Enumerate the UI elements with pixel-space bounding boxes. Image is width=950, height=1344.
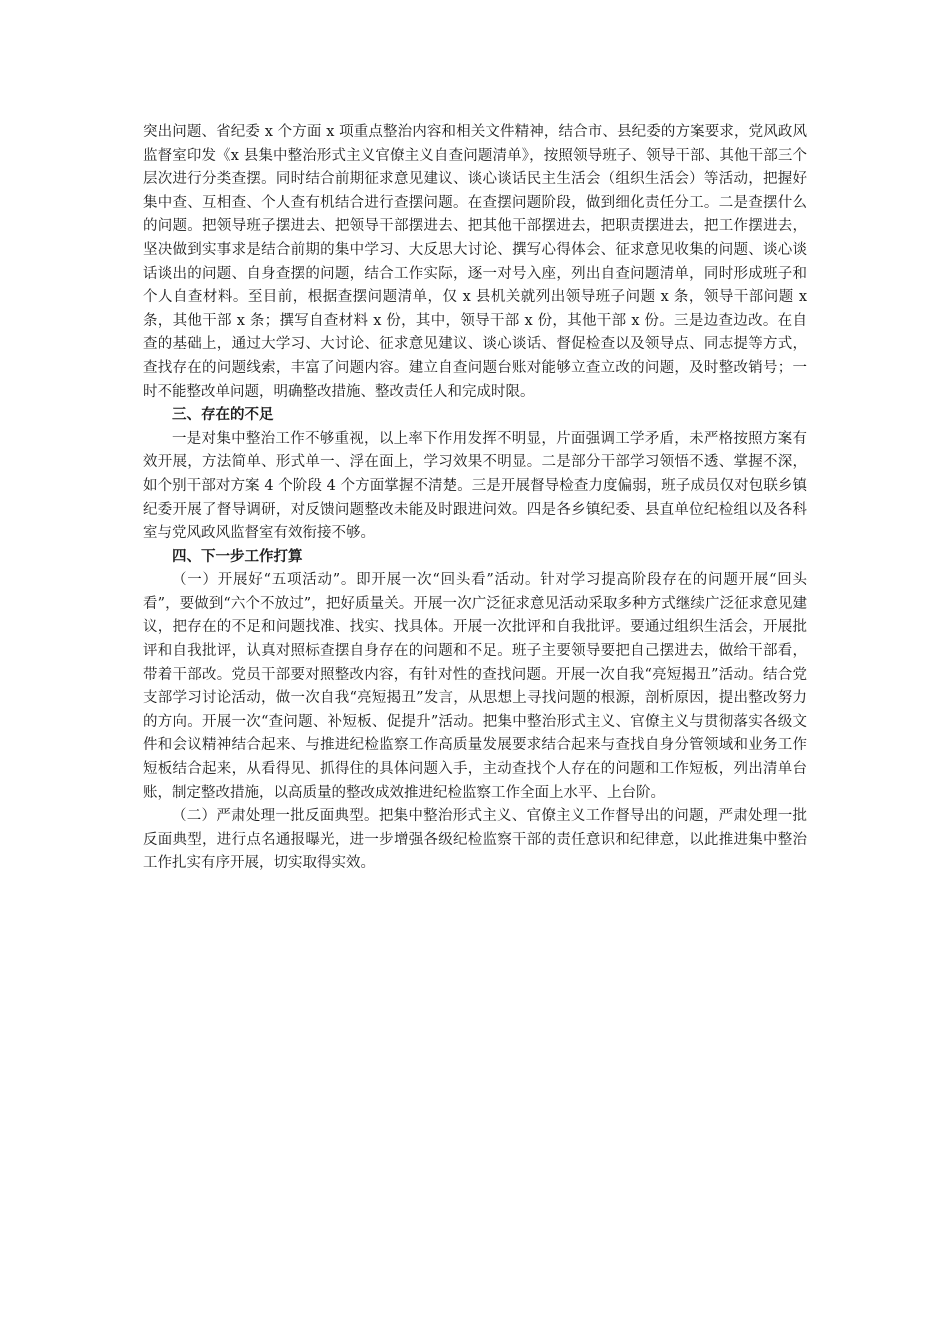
- document-page: [143, 121, 807, 876]
- paragraph-five-activities: （一）开展好“五项活动”。即开展一次“回头看”活动。针对学习提高阶段存在的问题开展“回头看”，要做到“六个不放过”，把好质量关。开展一次广泛征求意见活动采取多种方式继续广泛征求意见建议，把存在的不足和问题找准、找实、找具体。开展一次批评和自我批评。要通过组织生活会，开展批评和自我批评，认真对照标查摆自身存在的问题和不足。班子主要领导要把自己摆进去，做给干部看，带着干部改。党员干部要对照整改内容，有针对性的查找问题。开展一次自我“亮短揭丑”活动。结合党支部学习讨论活动，做一次自我“亮短揭丑”发言，从思想上寻找问题的根源，剖析原因，提出整改努力的方向。开展一次“查问题、补短板、促提升”活动。把集中整治形式主义、官僚主义与贯彻落实各级文件和会议精神结合起来、与推进纪检监察工作高质量发展要求结合起来与查找自身分管领域和业务工作短板结合起来，从看得见、抓得住的具体问题入手，主动查找个人存在的问题和工作短板，列出清单台账，制定整改措施，以高质量的整改成效推进纪检监察工作全面上水平、上台阶。: [143, 572, 807, 801]
- paragraph-typical-cases: （二）严肃处理一批反面典型。把集中整治形式主义、官僚主义工作督导出的问题，严肃处理一批反面典型，进行点名通报曝光，进一步增强各级纪检监察干部的责任意识和纪律意，以此推进集中整治工作扎实有序开展，切实取得实效。: [143, 808, 807, 872]
- paragraph-shortcomings: 一是对集中整治工作不够重视，以上率下作用发挥不明显，片面强调工学矛盾，未严格按照方案有效开展，方法简单、形式单一、浮在面上，学习效果不明显。二是部分干部学习领悟不透、掌握不深，如个别干部对方案 4 个阶段 4 个方面掌握不清楚。三是开展督导检查力度偏弱，班子成员仅对包联乡镇纪委开展了督导调研，对反馈问题整改未能及时跟进问效。四是各乡镇纪委、县直单位纪检组以及各科室与党风政风监督室有效衔接不够。: [143, 430, 807, 542]
- section-heading-next-steps: 四、下一步工作打算: [172, 548, 303, 565]
- section-heading-shortcomings: 三、存在的不足: [172, 407, 274, 424]
- paragraph-self-check: 突出问题、省纪委 x 个方面 x 项重点整治内容和相关文件精神，结合市、县纪委的方案要求，党风政风监督室印发《x 县集中整治形式主义官僚主义自查问题清单》，按照领导班子、领导干部、其他干部三个层次进行分类查摆。同时结合前期征求意见建议、谈心谈话民主生活会（组织生活会）等活动，把握好集中查、互相查、个人查有机结合进行查摆问题。在查摆问题阶段，做到细化责任分工。二是查摆什么的问题。把领导班子摆进去、把领导干部摆进去、把其他干部摆进去，把职责摆进去，把工作摆进去，坚决做到实事求是结合前期的集中学习、大反思大讨论、撰写心得体会、征求意见收集的问题、谈心谈话谈出的问题、自身查摆的问题，结合工作实际，逐一对号入座，列出自查问题清单，同时形成班子和个人自查材料。至目前，根据查摆问题清单，仅 x 县机关就列出领导班子问题 x 条，领导干部问题 x 条，其他干部 x 条；撰写自查材料 x 份，其中，领导干部 x 份，其他干部 x 份。三是边查边改。在自查的基础上，通过大学习、大讨论、征求意见建议、谈心谈话、督促检查以及领导点、同志提等方式，查找存在的问题线索，丰富了问题内容。建立自查问题台账对能够立查立改的问题，及时整改销号；一时不能整改单问题，明确整改措施、整改责任人和完成时限。: [143, 124, 807, 400]
